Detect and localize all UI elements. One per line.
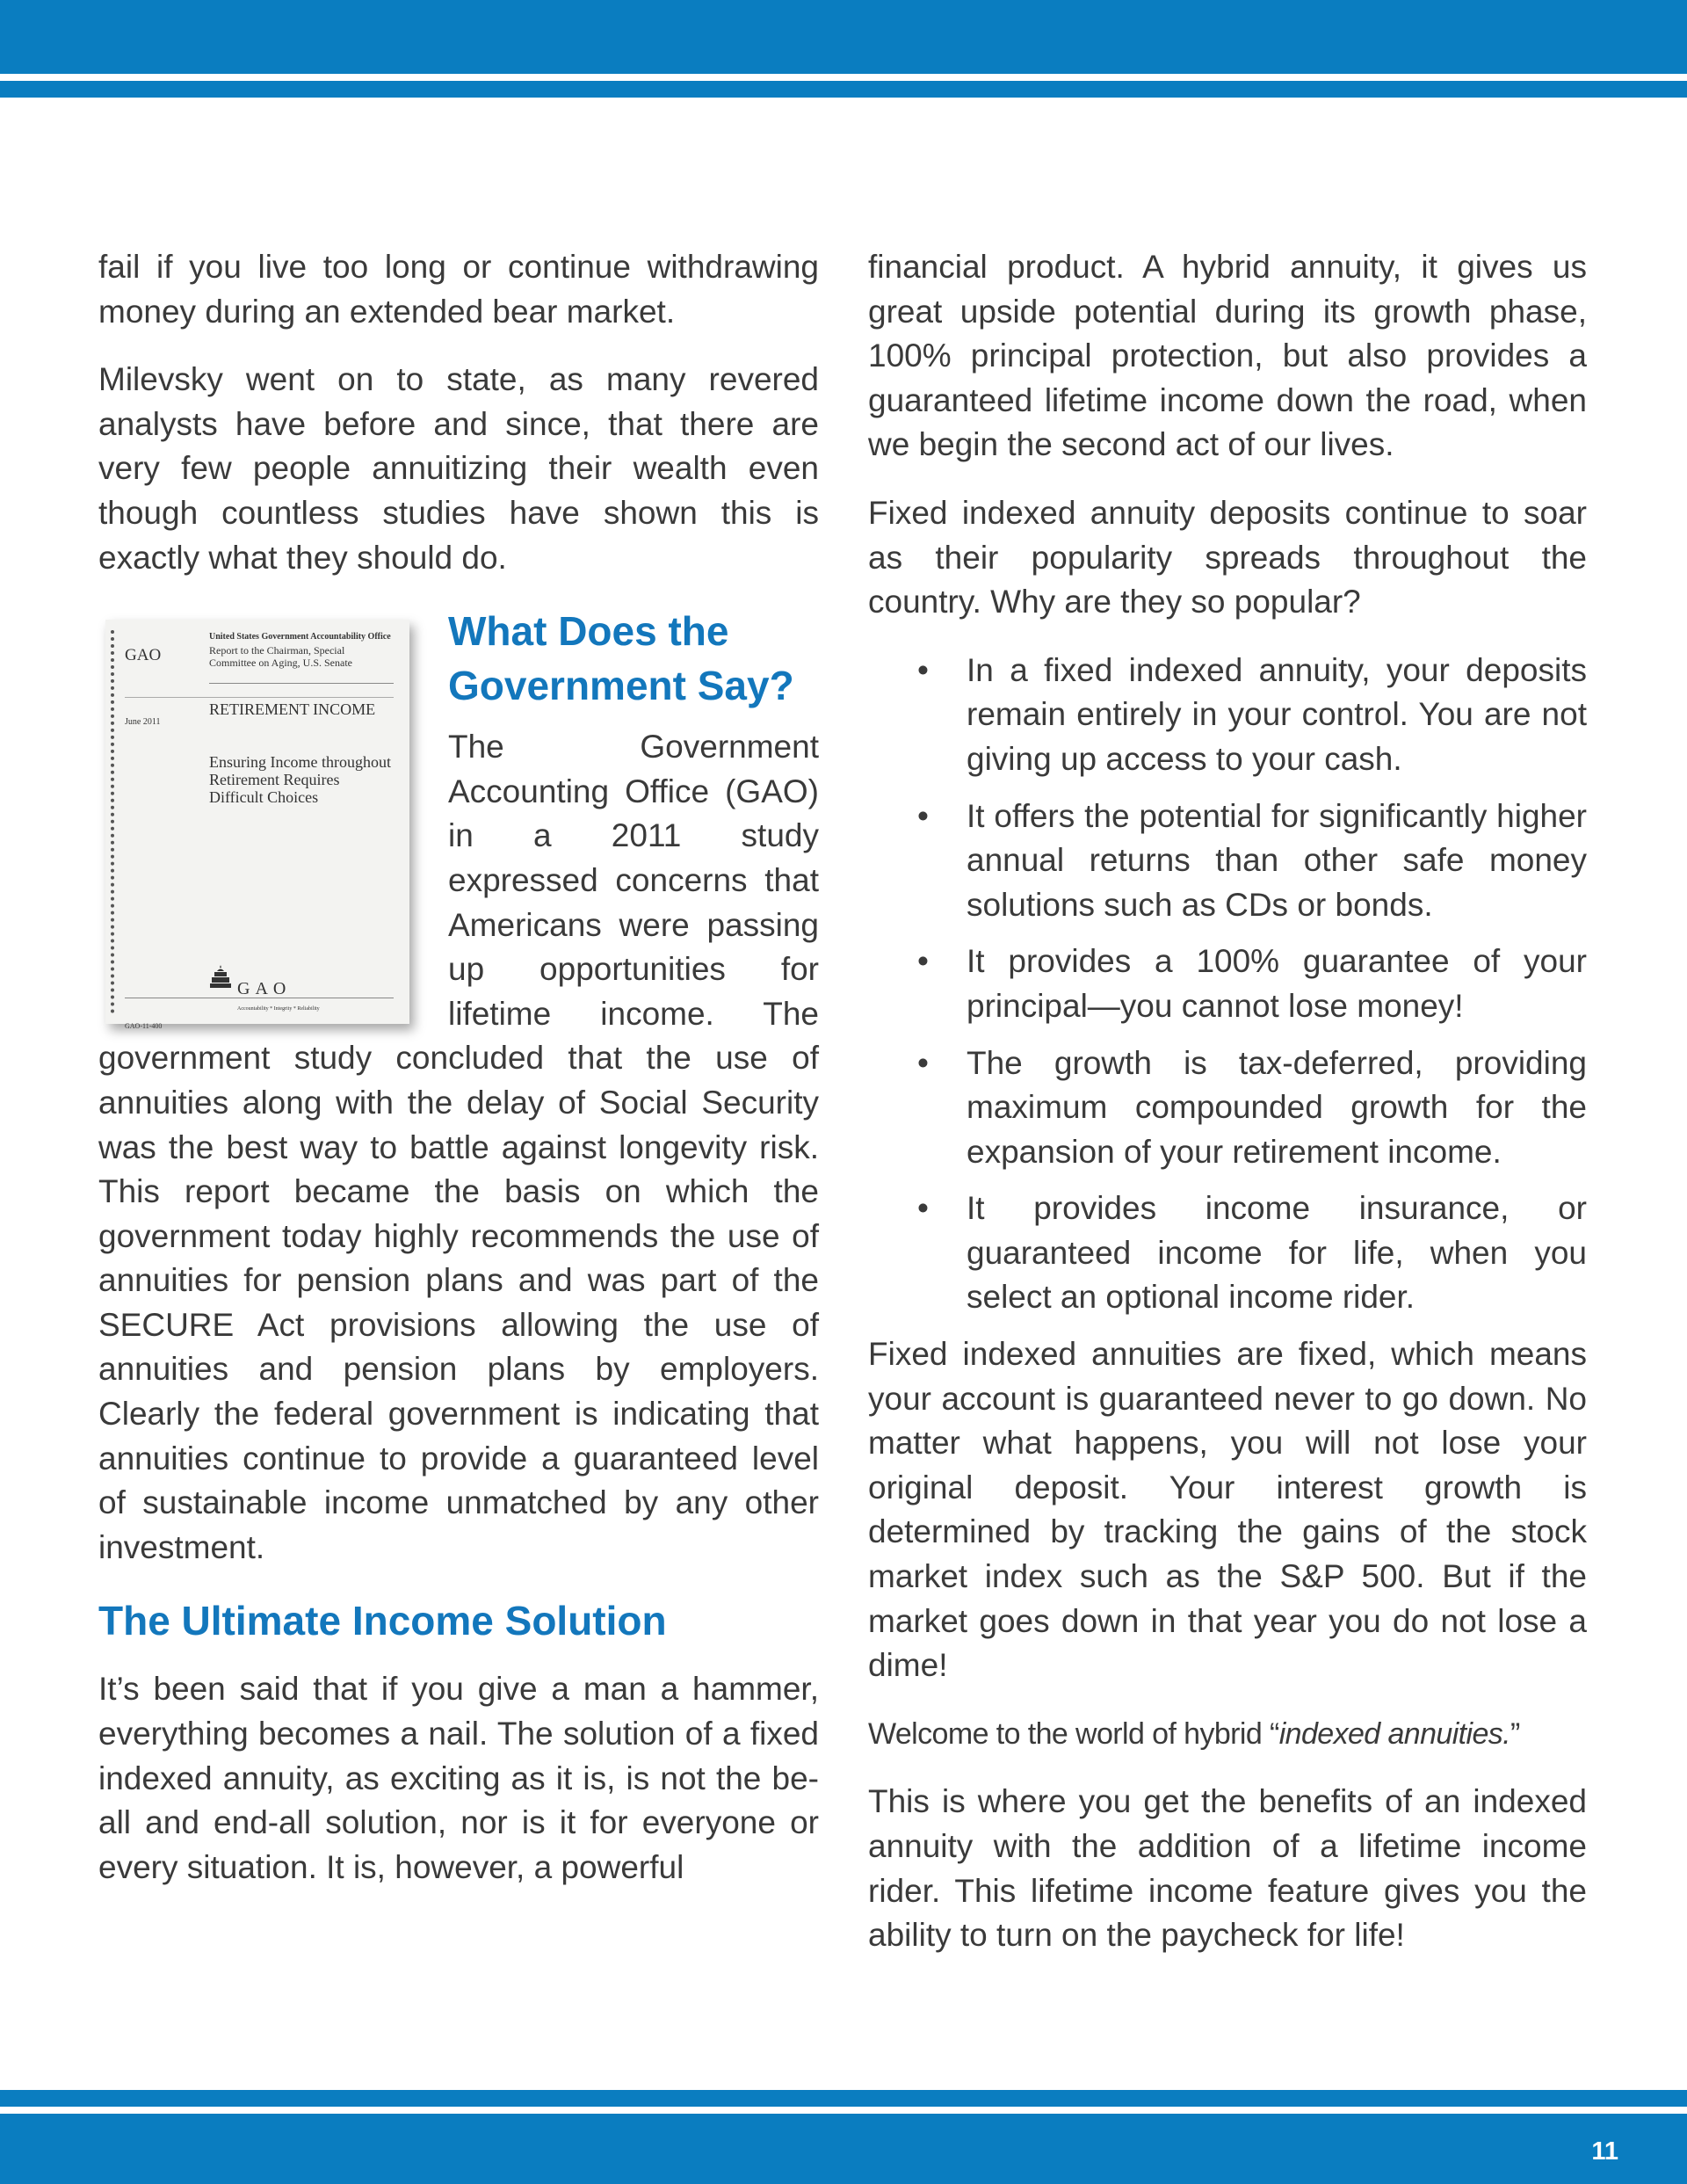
benefits-list bbox=[868, 649, 1587, 1320]
report-agency-abbr: GAO bbox=[125, 646, 162, 665]
list-item bbox=[868, 649, 1587, 782]
page-number: 11 bbox=[1591, 2137, 1618, 2166]
report-title: RETIREMENT INCOME bbox=[209, 700, 376, 719]
right-column bbox=[868, 245, 1587, 1982]
report-tagline: Accountability * Integrity * Reliability bbox=[237, 1006, 320, 1012]
paragraph: Fixed indexed annuities are fixed, which means your account is guaranteed never to go down. No matter what happens, you will not lose your original deposit. Your interest growth is determined by tracking the gains of the stock market index such as the S&P 500. But if the market goes down in that year you do not lose a dime! bbox=[868, 1336, 1587, 1684]
bullet-icon: • bbox=[917, 1190, 929, 1227]
report-cover bbox=[105, 620, 409, 1031]
report-agency-line: United States Government Accountability Office bbox=[209, 632, 391, 642]
welcome-emphasis: indexed annuities. bbox=[1278, 1716, 1511, 1751]
list-item-text: In a fixed indexed annuity, your deposits remain entirely in your control. You are not giving up access to your cash. bbox=[967, 651, 1587, 777]
report-seal-text: GAO bbox=[237, 979, 292, 999]
gao-report-cover-image bbox=[105, 620, 413, 1033]
bullet-icon: • bbox=[917, 651, 929, 688]
section-heading: The Ultimate Income Solution bbox=[98, 1598, 667, 1644]
report-recipient: Report to the Chairman, Special Committee on Aging, U.S. Senate bbox=[209, 644, 352, 670]
report-code: GAO-11-400 bbox=[125, 1022, 163, 1031]
footer-band bbox=[0, 2114, 1687, 2184]
paragraph: Fixed indexed annuity deposits continue to soar as their popularity spreads throughout the country. Why are they so popular? bbox=[868, 494, 1587, 620]
paragraph: financial product. A hybrid annuity, it gives us great upside potential during its growth phase, 100% principal protection, but also provides a guaranteed lifetime income down the road, when we begin the second act of our lives. bbox=[868, 249, 1587, 463]
list-item-text: The growth is tax-deferred, providing maximum compounded growth for the expansion of your retirement income. bbox=[967, 1044, 1587, 1170]
paragraph: This is where you get the benefits of an indexed annuity with the addition of a lifetime income rider. This lifetime income feature gives you the ability to turn on the paycheck for life! bbox=[868, 1783, 1587, 1954]
divider bbox=[209, 683, 394, 684]
binding-spine bbox=[111, 630, 114, 1013]
bullet-icon: • bbox=[917, 1044, 929, 1081]
capitol-seal-icon bbox=[209, 964, 232, 989]
section-heading: What Does the Government Say? bbox=[448, 608, 794, 709]
report-date: June 2011 bbox=[125, 717, 161, 728]
bullet-icon: • bbox=[917, 943, 929, 980]
welcome-prefix: Welcome to the world of hybrid “ bbox=[868, 1716, 1279, 1751]
welcome-suffix: ” bbox=[1510, 1716, 1520, 1751]
welcome-line bbox=[868, 1712, 1587, 1757]
list-item-text: It provides income insurance, or guaranteed income for life, when you select an optional income rider. bbox=[967, 1190, 1587, 1316]
paragraph: Milevsky went on to state, as many revered analysts have before and since, that there are very few people annuitizing their wealth even though countless studies have shown this is exactly what they should do. bbox=[98, 361, 819, 576]
list-item bbox=[868, 795, 1587, 928]
list-item-text: It offers the potential for significantly higher annual returns than other safe money solutions such as CDs or bonds. bbox=[967, 797, 1587, 923]
header-band bbox=[0, 0, 1687, 74]
left-column bbox=[98, 245, 819, 1913]
paragraph: It’s been said that if you give a man a hammer, everything becomes a nail. The solution of a fixed indexed annuity, as exciting as it is, is not the be-all and end-all solution, nor is it for everyone or every situation. It is, however, a powerful bbox=[98, 1671, 819, 1885]
list-item bbox=[868, 940, 1587, 1028]
list-item bbox=[868, 1041, 1587, 1175]
paragraph: fail if you live too long or continue withdrawing money during an extended bear market. bbox=[98, 249, 819, 330]
bullet-icon: • bbox=[917, 797, 929, 834]
report-subtitle: Ensuring Income throughout Retirement Requires Difficult Choices bbox=[209, 753, 391, 807]
paragraph: The Government Accounting Office (GAO) in a 2011 study expressed concerns that Americans were passing up opportunities for lifetime income. The government study concluded that the use of annuities along with the delay of Social Security was the best way to battle against longevity risk. This report became the basis on which the government today highly recommends the use of annuities for pension plans and was part of the SECURE Act provisions allowing the use of annuities and pension plans by employers. Clearly the federal government is indicating that annuities continue to provide a guaranteed level of sustainable income unmatched by any other investment. bbox=[98, 729, 819, 1565]
list-item-text: It provides a 100% guarantee of your principal—you cannot lose money! bbox=[967, 943, 1587, 1024]
header-rule bbox=[0, 81, 1687, 98]
divider bbox=[125, 697, 394, 698]
footer-rule bbox=[0, 2090, 1687, 2107]
list-item bbox=[868, 1186, 1587, 1320]
